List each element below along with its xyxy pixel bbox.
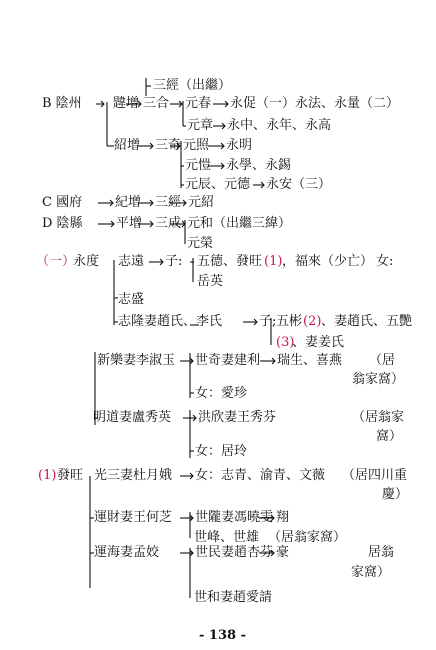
node-yongming: 永明 xyxy=(226,138,253,153)
node-sanhe: 三合 xyxy=(143,96,170,111)
node-yuanhe: 元和（出繼三緯） xyxy=(187,216,292,231)
node-c-shaozeng: 紀增 xyxy=(115,195,142,210)
node-zhiyuan: 志遠 xyxy=(118,254,145,269)
marker-one: （一） xyxy=(36,254,76,269)
node-shihe: 世和妻趙愛請 xyxy=(194,590,273,605)
node-yuankai: 元愷 xyxy=(185,158,212,173)
node-xiang: 翔 xyxy=(276,510,290,525)
node-daughters: 女：志青、渝青、文薇 xyxy=(195,468,326,483)
node-xinle: 新樂妻李淑玉 xyxy=(97,353,176,368)
node-fawang: 發旺 xyxy=(57,468,84,483)
node-yueying: 岳英 xyxy=(197,274,224,289)
node-yuanzhang: 元章 xyxy=(187,118,214,133)
node-yongdu: 永度 xyxy=(73,254,100,269)
node-yongan: 永安（三） xyxy=(266,177,332,192)
node-shaozeng: 紹增 xyxy=(114,138,141,153)
note-residence-4: 居翁 xyxy=(368,545,395,560)
node-sanjing: 三經（出繼） xyxy=(153,78,232,93)
node-yuanchen: 元辰、元德 xyxy=(185,177,251,192)
section-c-heading: C 國府 xyxy=(42,195,83,210)
marker-1b: (1) xyxy=(38,468,57,483)
label-nu-1: 女: xyxy=(376,254,394,269)
node-hongxin: 洪欣妻王秀芬 xyxy=(198,410,277,425)
node-sanqi: 三奇 xyxy=(155,138,182,153)
note-sichuan: （居四川重 xyxy=(342,468,408,483)
marker-2: (2) xyxy=(303,314,322,329)
node-zhilong: 志隆妻趙氏、李氏 xyxy=(118,314,223,329)
section-d-heading: D 陰縣 xyxy=(42,216,83,231)
note-residence-2b: 窩） xyxy=(376,429,403,444)
note-residence-1b: 翁家窩） xyxy=(352,372,405,387)
node-jiangshi: 、妻姜氏 xyxy=(292,335,345,350)
node-hao: 豪 xyxy=(276,545,290,560)
marker-3: (3) xyxy=(276,335,295,350)
node-aizhen: 女：愛珍 xyxy=(195,386,248,401)
node-shifeng: 世峰、世雄 xyxy=(194,530,260,545)
node-wude: 五德、發旺 xyxy=(197,254,263,269)
node-yuzeng: 韙增 xyxy=(113,96,140,111)
node-sancheng: 三成 xyxy=(155,216,182,231)
label-zi-1: 子: xyxy=(165,254,183,269)
node-yongduan: 永促（一）永法、永量（二） xyxy=(230,96,400,111)
note-residence-3: （居翁家窩） xyxy=(268,530,347,545)
node-yunhai: 運海妻孟姣 xyxy=(94,545,160,560)
node-juling: 女：居玲 xyxy=(195,444,248,459)
node-guangsan: 光三妻杜月娥 xyxy=(94,468,173,483)
node-yongxue: 永學、永錫 xyxy=(226,158,292,173)
node-wubin-rest: 、妻趙氏、五艷 xyxy=(321,314,413,329)
label-zi-2: 子; xyxy=(259,314,277,329)
node-zhisheng: 志盛 xyxy=(118,292,145,307)
node-ruisheng: 瑞生、喜燕 xyxy=(277,353,343,368)
note-sichuan-b: 慶） xyxy=(382,487,409,502)
node-shiqi: 世奇妻建利 xyxy=(195,353,261,368)
note-residence-2: （居翁家 xyxy=(352,410,405,425)
marker-1: (1) xyxy=(264,254,283,269)
node-c-sanjing: 三經 xyxy=(155,195,182,210)
note-residence-4b: 家窩） xyxy=(351,565,391,580)
section-b-heading: B 陰州 xyxy=(42,96,82,111)
node-mingdao: 明道妻盧秀英 xyxy=(93,410,172,425)
node-yuanshao: 元紹 xyxy=(188,195,215,210)
node-shimin: 世民妻趙杏芬 xyxy=(195,545,274,560)
node-pingzeng: 平增 xyxy=(116,216,143,231)
node-yuanyin: 元榮 xyxy=(187,236,214,251)
node-wubin: 五彬 xyxy=(276,314,303,329)
note-residence-1: （居 xyxy=(369,353,396,368)
node-yongzhong: 永中、永年、永高 xyxy=(227,118,332,133)
page-number: - 138 - xyxy=(199,628,246,643)
node-yuncai: 運財妻王何芝 xyxy=(94,510,173,525)
node-yuanzhao: 元照 xyxy=(183,138,210,153)
node-fulai: ，福來（少亡） xyxy=(282,254,374,269)
node-shilong: 世隴妻馮曉雯 xyxy=(195,510,274,525)
node-yuanchun: 元春 xyxy=(185,96,212,111)
